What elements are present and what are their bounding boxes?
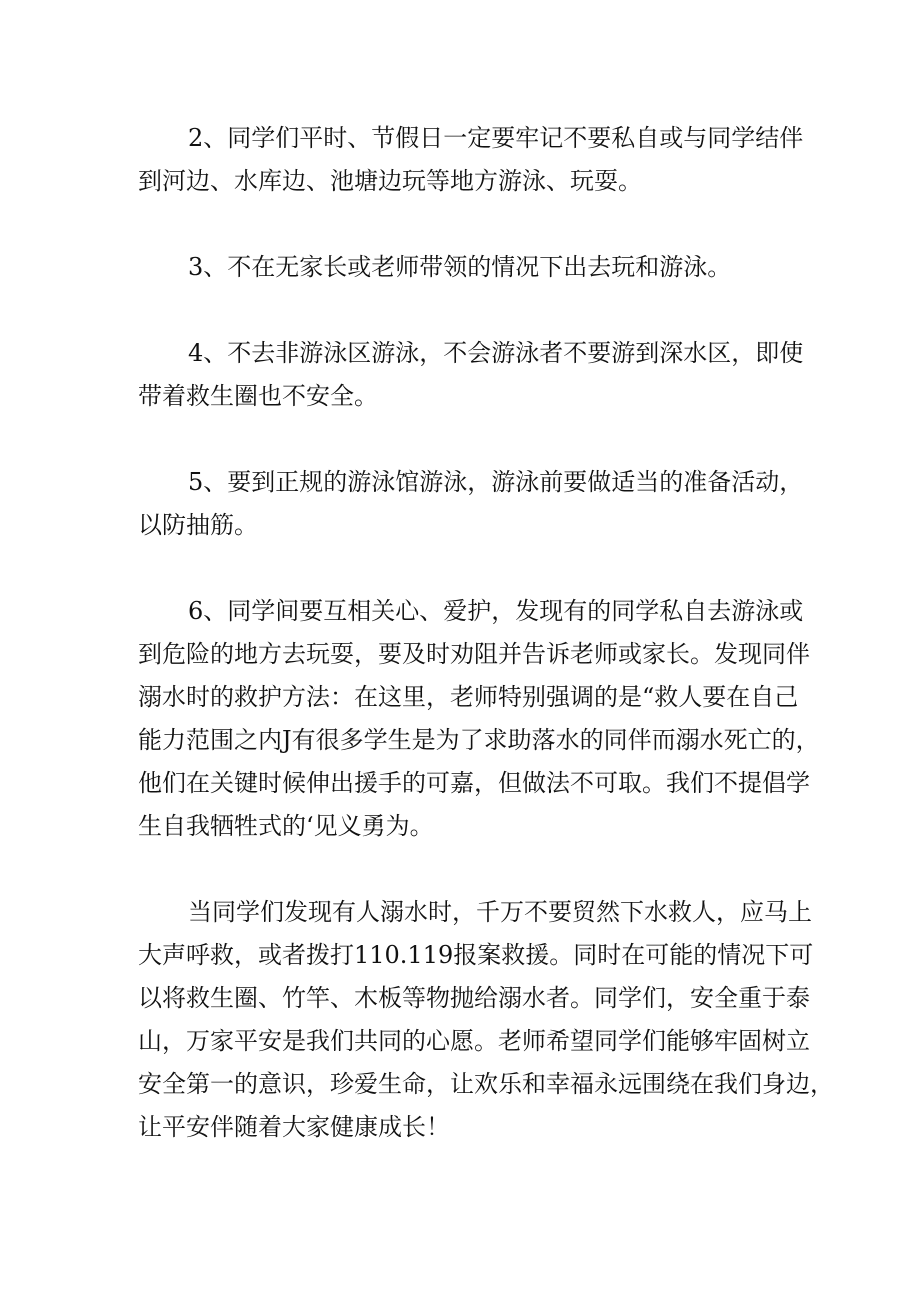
document-body	[138, 117, 834, 1149]
paragraph-item-2	[138, 117, 804, 203]
paragraph-line: 3、不在无家长或老师带领的情况下出去玩和游泳。	[188, 253, 732, 281]
paragraph-line: 生自我牺牲式的‘见义勇为。	[138, 812, 434, 840]
paragraph-item-6	[138, 590, 820, 848]
paragraph-item-3	[138, 246, 786, 289]
paragraph-line: 4、不去非游泳区游泳，不会游泳者不要游到深水区，即使	[188, 339, 804, 367]
paragraph-line: 安全第一的意识，珍爱生命，让欢乐和幸福永远围绕在我们身边，	[138, 1070, 834, 1098]
paragraph-line: 到河边、水库边、池塘边玩等地方游泳、玩耍。	[138, 167, 642, 195]
paragraph-line: 以将救生圈、竹竿、木板等物抛给溺水者。同学们，安全重于泰	[138, 984, 810, 1012]
paragraph-line: 以防抽筋。	[138, 511, 258, 539]
paragraph-rescue-advice	[138, 891, 834, 1149]
paragraph-line: 山，万家平安是我们共同的心愿。老师希望同学们能够牢固树立	[138, 1027, 810, 1055]
paragraph-line: 能力范围之内J有很多学生是为了求助落水的同伴而溺水死亡的，	[138, 726, 820, 754]
paragraph-item-5	[138, 461, 804, 547]
paragraph-line: 2、同学们平时、节假日一定要牢记不要私自或与同学结伴	[188, 124, 804, 152]
paragraph-line: 到危险的地方去玩耍，要及时劝阻并告诉老师或家长。发现同伴	[138, 640, 810, 668]
paragraph-line: 5、要到正规的游泳馆游泳，游泳前要做适当的准备活动，	[188, 468, 804, 496]
paragraph-line: 让平安伴随着大家健康成长！	[138, 1113, 450, 1141]
paragraph-line: 当同学们发现有人溺水时，千万不要贸然下水救人，应马上	[188, 898, 812, 926]
paragraph-line: 带着救生圈也不安全。	[138, 382, 378, 410]
paragraph-line: 他们在关键时候伸出援手的可嘉，但做法不可取。我们不提倡学	[138, 769, 810, 797]
paragraph-line: 大声呼救，或者拨打110.119报案救援。同时在可能的情况下可	[138, 941, 814, 969]
paragraph-item-4	[138, 332, 804, 418]
paragraph-line: 溺水时的救护方法：在这里，老师特别强调的是“救人要在自己	[138, 683, 799, 711]
paragraph-line: 6、同学间要互相关心、爱护，发现有的同学私自去游泳或	[188, 597, 804, 625]
